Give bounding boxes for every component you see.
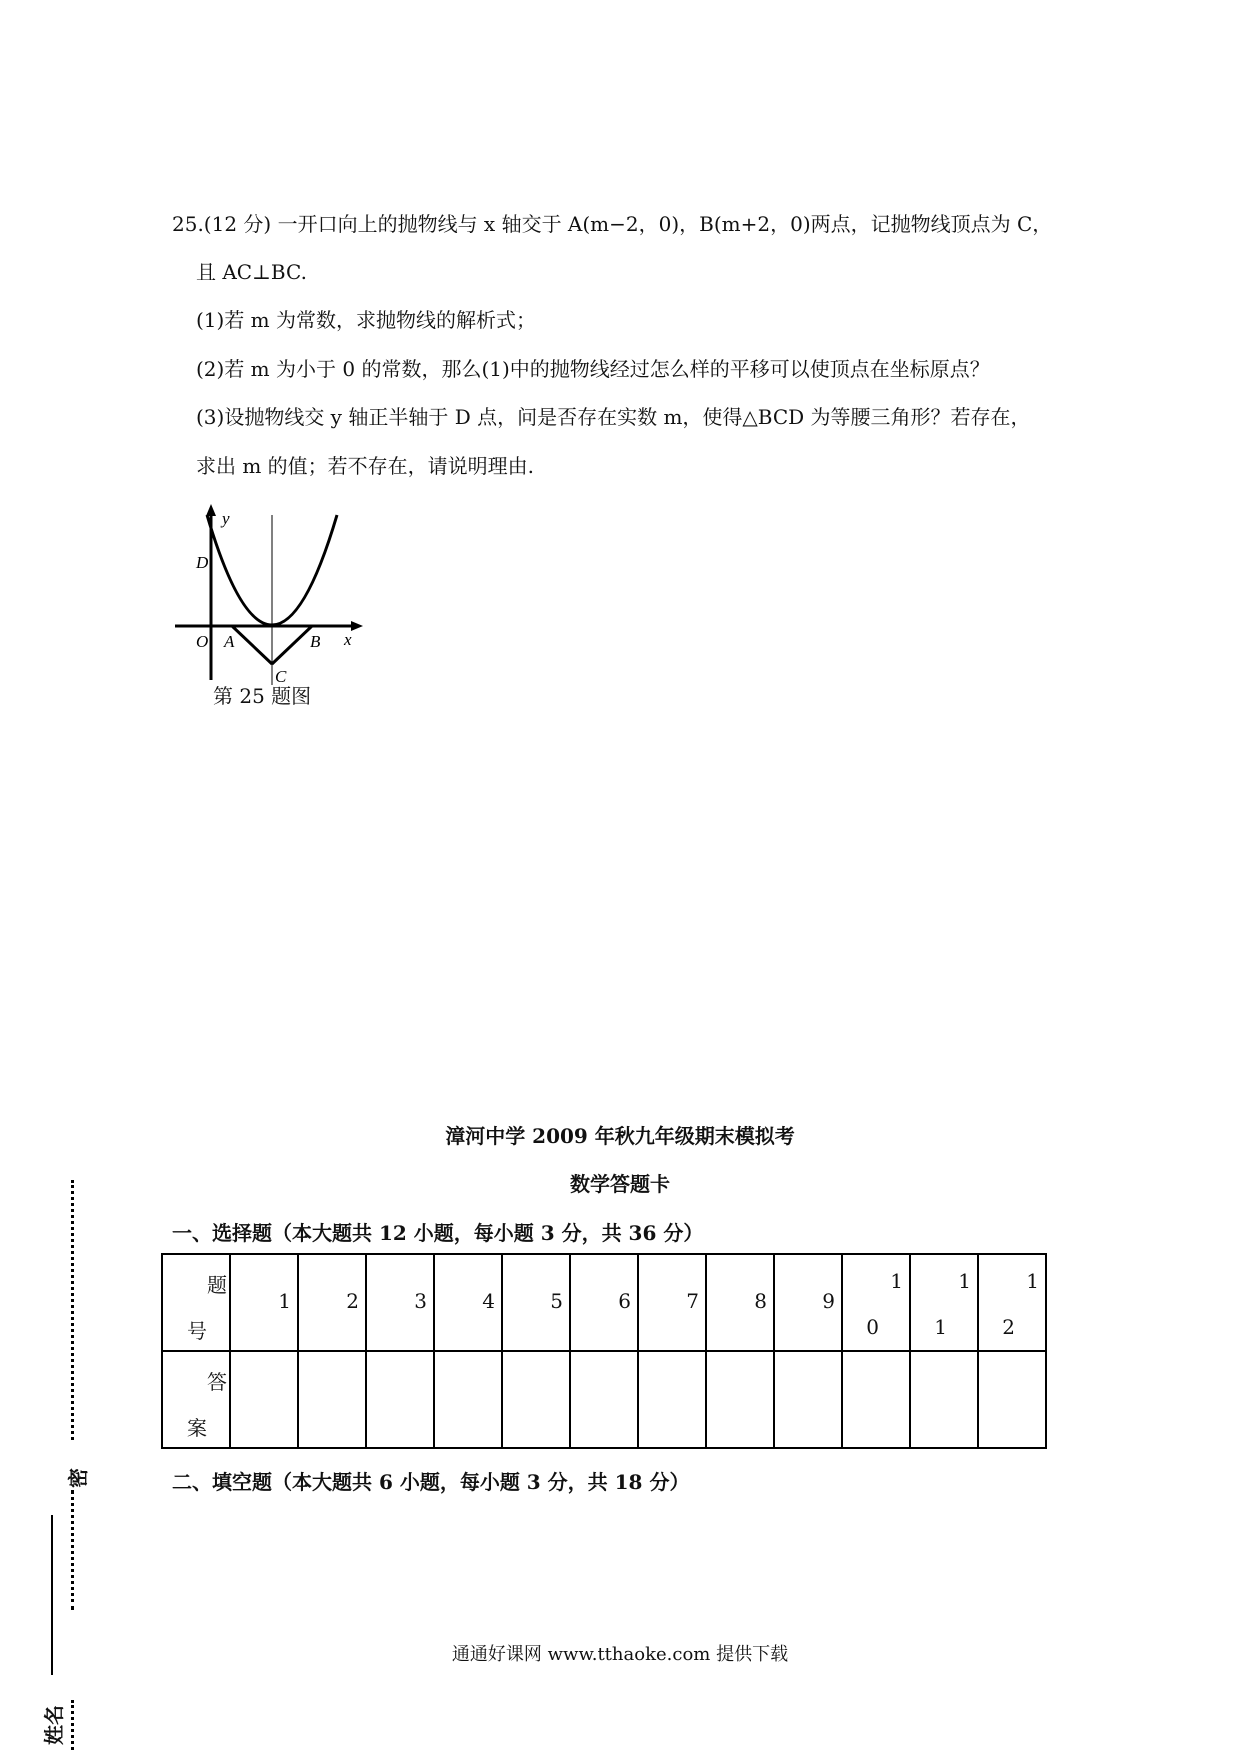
card-title: 数学答题卡 [570,1172,670,1196]
label-a: A [224,632,235,651]
figure-caption: 第 25 题图 [213,684,312,708]
number-cell: 2 [298,1254,366,1351]
school-title: 漳河中学 2009 年秋九年级期末模拟考 [445,1124,795,1148]
seal-dotted-line-top [71,1180,74,1440]
answer-cell[interactable] [434,1351,502,1448]
header-char: 号 [187,1319,207,1343]
table-row-answers [162,1351,1046,1448]
header-char: 题 [207,1273,227,1297]
x-axis-arrow [351,621,363,631]
answer-cell[interactable] [706,1351,774,1448]
answer-table [161,1253,1047,1449]
table-row-numbers [162,1254,1046,1351]
question-part-3b: 求出 m 的值；若不存在，请说明理由. [196,454,535,478]
number-cell: 6 [570,1254,638,1351]
question-part-2: (2)若 m 为小于 0 的常数，那么(1)中的抛物线经过怎么样的平移可以使顶点在坐标原点？ [196,357,990,381]
number-cell: 5 [502,1254,570,1351]
number-cell: 7 [638,1254,706,1351]
question-line-2: 且 AC⊥BC. [196,260,307,284]
label-d: D [196,553,209,572]
number-cell: 1 [230,1254,298,1351]
seal-dotted-line-mid [71,1490,74,1610]
name-label: 姓名 [42,1705,66,1745]
label-o: O [196,632,209,651]
label-x: x [344,630,352,649]
answer-cell[interactable] [502,1351,570,1448]
header-char: 案 [187,1416,207,1440]
header-cell-number [162,1254,230,1351]
number-cell: 3 [366,1254,434,1351]
label-b: B [310,632,321,651]
section-1-heading: 一、选择题（本大题共 12 小题，每小题 3 分，共 36 分） [172,1221,704,1245]
header-char: 答 [207,1370,227,1394]
answer-cell[interactable] [910,1351,978,1448]
number-cell: 8 [706,1254,774,1351]
segment-bc [272,626,312,664]
question-line-1: 25.(12 分) 一开口向上的抛物线与 x 轴交于 A(m−2，0)，B(m+2，0)两点，记抛物线顶点为 C， [172,212,1053,236]
answer-cell[interactable] [570,1351,638,1448]
number-cell: 4 [434,1254,502,1351]
header-cell-answer [162,1351,230,1448]
footer-text: 通通好课网 www.tthaoke.com 提供下载 [451,1644,789,1665]
label-y: y [222,509,230,528]
answer-cell[interactable] [230,1351,298,1448]
answer-cell[interactable] [774,1351,842,1448]
number-cell: 1 0 [842,1254,910,1351]
number-cell: 1 1 [910,1254,978,1351]
answer-cell[interactable] [842,1351,910,1448]
section-2-heading: 二、填空题（本大题共 6 小题，每小题 3 分，共 18 分） [172,1470,690,1494]
number-cell: 9 [774,1254,842,1351]
seal-label: 密 [66,1468,90,1488]
name-underline [51,1515,53,1675]
question-part-3a: (3)设抛物线交 y 轴正半轴于 D 点，问是否存在实数 m，使得△BCD 为等腰三角形？若存在， [196,405,1031,429]
answer-cell[interactable] [366,1351,434,1448]
answer-cell[interactable] [298,1351,366,1448]
answer-cell[interactable] [638,1351,706,1448]
answer-cell[interactable] [978,1351,1046,1448]
question-part-1: (1)若 m 为常数，求抛物线的解析式； [196,308,537,332]
label-c: C [275,667,287,686]
y-axis-arrow [206,504,216,516]
segment-ac [232,626,272,664]
seal-dotted-line-bottom [71,1700,74,1750]
number-cell: 1 2 [978,1254,1046,1351]
